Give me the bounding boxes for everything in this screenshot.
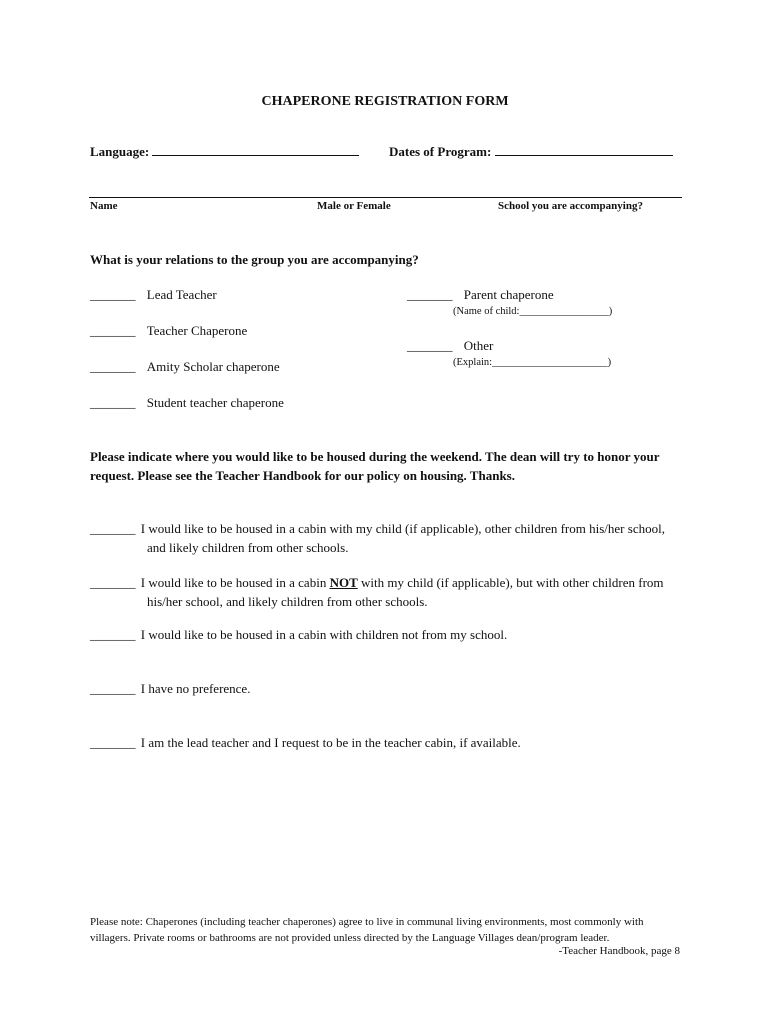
option-label: Student teacher chaperone [146, 395, 284, 410]
dates-label: Dates of Program: [389, 144, 492, 159]
housing-option-with-child [90, 519, 665, 557]
option-teacher-chaperone [90, 323, 247, 339]
emphasis-not: NOT [329, 575, 358, 590]
option-blank[interactable]: _______ [90, 359, 136, 374]
option-label: Teacher Chaperone [146, 323, 248, 338]
option-label: Amity Scholar chaperone [146, 359, 280, 374]
option-blank[interactable]: _______ [90, 735, 136, 750]
language-input-line[interactable] [152, 143, 359, 156]
column-school: School you are accompanying? [498, 200, 643, 212]
language-field [90, 143, 359, 160]
option-blank[interactable]: _______ [90, 395, 136, 410]
option-blank[interactable]: _______ [90, 287, 136, 302]
option-lead-teacher [90, 287, 217, 303]
relation-question: What is your relations to the group you are accompanying? [90, 252, 419, 267]
option-blank[interactable]: _______ [90, 575, 136, 590]
housing-intro: Please indicate where you would like to be housed during the weekend. The dean will try to honor your request. Please see the Teacher Handbook for our policy on housing. Thanks. [90, 449, 660, 483]
dates-input-line[interactable] [495, 143, 673, 156]
option-text: with my child (if applicable), but with other children from [361, 575, 664, 590]
housing-option-no-preference [90, 681, 250, 697]
dates-field [389, 143, 673, 160]
option-blank[interactable]: _______ [407, 287, 453, 302]
option-text: I have no preference. [140, 681, 251, 696]
option-text: I would like to be housed in a cabin with children not from my school. [140, 627, 508, 642]
column-name: Name [90, 200, 118, 212]
housing-option-not-with-child [90, 573, 664, 611]
option-student-teacher [90, 395, 284, 411]
option-text: I would like to be housed in a cabin with my child (if applicable), other children from his/her school, [140, 521, 665, 536]
housing-option-other-school [90, 627, 507, 643]
option-parent-chaperone [407, 287, 554, 303]
option-blank[interactable]: _______ [407, 338, 453, 353]
option-other [407, 338, 493, 354]
option-label: Other [463, 338, 494, 353]
option-blank[interactable]: _______ [90, 681, 136, 696]
table-header-rule [89, 197, 682, 198]
option-blank[interactable]: _______ [90, 521, 136, 536]
option-text: I am the lead teacher and I request to be in the teacher cabin, if available. [140, 735, 521, 750]
footer-note: Please note: Chaperones (including teacher chaperones) agree to live in communal living environments, most commonly with villagers. Private rooms or bathrooms are not provided unless directed by the Language Villages dean/program leader. [90, 916, 644, 944]
column-gender: Male or Female [317, 200, 391, 212]
option-text-continued: and likely children from other schools. [147, 540, 349, 555]
option-blank[interactable]: _______ [90, 627, 136, 642]
footer-source: -Teacher Handbook, page 8 [558, 945, 680, 957]
option-text: I would like to be housed in a cabin [140, 575, 327, 590]
name-of-child-field[interactable]: (Name of child:_________________) [453, 306, 613, 317]
explain-field[interactable]: (Explain:______________________) [453, 357, 612, 368]
language-label: Language: [90, 144, 150, 159]
option-amity-scholar [90, 359, 280, 375]
option-text-continued: his/her school, and likely children from other schools. [147, 594, 428, 609]
option-label: Lead Teacher [146, 287, 217, 302]
housing-option-teacher-cabin [90, 735, 521, 751]
form-title: CHAPERONE REGISTRATION FORM [261, 94, 509, 109]
option-blank[interactable]: _______ [90, 323, 136, 338]
option-label: Parent chaperone [463, 287, 554, 302]
